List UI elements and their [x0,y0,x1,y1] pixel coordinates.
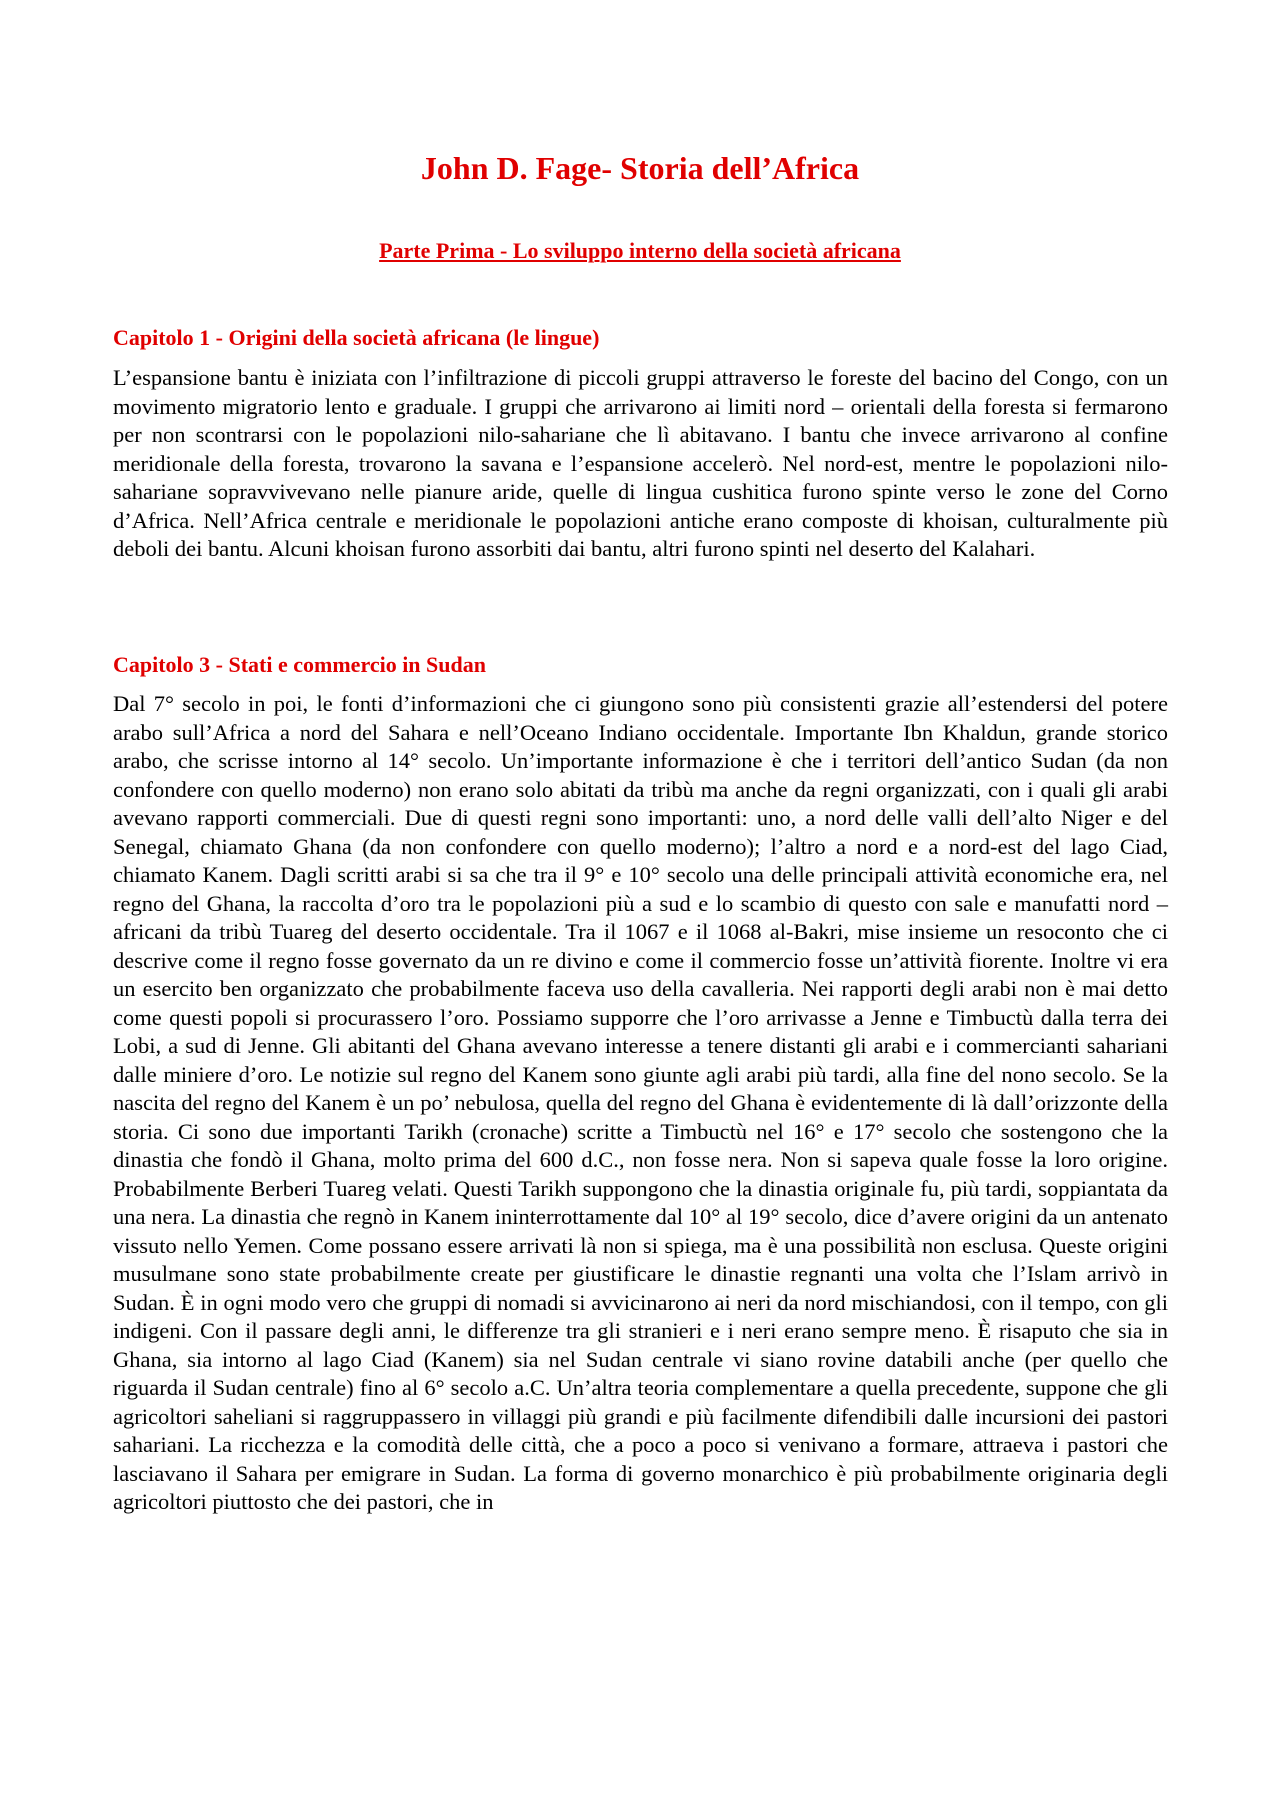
part-title: Parte Prima - Lo sviluppo interno della società africana [379,238,901,263]
chapter-3-paragraph: Dal 7° secolo in poi, le fonti d’informazioni che ci giungono sono più consistenti grazie all’estendersi del potere arabo sull’Africa a nord del Sahara e nell’Oceano Indiano occidentale. Importante Ibn Khaldun, grande storico arabo, che scrisse intorno al 14° secolo. Un’importante informazione è che i territori dell’antico Sudan (da non confondere con quello moderno) non erano solo abitati da tribù ma anche da regni organizzati, con i quali gli arabi avevano rapporti commerciali. Due di questi regni sono importanti: uno, a nord delle valli dell’alto Niger e del Senegal, chiamato Ghana (da non confondere con quello moderno); l’altro a nord e a nord-est del lago Ciad, chiamato Kanem. Dagli scritti arabi si sa che tra il 9° e 10° secolo una delle principali attività economiche era, nel regno del Ghana, la raccolta d’oro tra le popolazioni più a sud e lo scambio di questo con sale e manufatti nord – africani da tribù Tuareg del deserto occidentale. Tra il 1067 e il 1068 al-Bakri, mise insieme un resoconto che ci descrive come il regno fosse governato da un re divino e come il commercio fosse un’attività fiorente. Inoltre vi era un esercito ben organizzato che probabilmente faceva uso della cavalleria. Nei rapporti degli arabi non è mai detto come questi popoli si procurassero l’oro. Possiamo supporre che l’oro arrivasse a Jenne e Timbuctù dalla terra dei Lobi, a sud di Jenne. Gli abitanti del Ghana avevano interesse a tenere distanti gli arabi e i commercianti sahariani dalle miniere d’oro. Le notizie sul regno del Kanem sono giunte agli arabi più tardi, alla fine del nono secolo. Se la nascita del regno del Kanem è un po’ nebulosa, quella del regno del Ghana è evidentemente di là dall’orizzonte della storia. Ci sono due importanti Tarikh (cronache) scritte a Timbuctù nel 16° e 17° secolo che sostengono che la dinastia che fondò il Ghana, molto prima del 600 d.C., non fosse nera. Non si sapeva quale fosse la loro origine. Probabilmente Berberi Tuareg velati. Questi Tarikh suppongono che la dinastia originale fu, più tardi, soppiantata da una nera. La dinastia che regnò in Kanem ininterrottamente dal 10° al 19° secolo, dice d’avere origini da un antenato vissuto nello Yemen. Come possano essere arrivati là non si spiega, ma è una possibilità non esclusa. Queste origini musulmane sono state probabilmente create per giustificare le dinastie regnanti una volta che l’Islam arrivò in Sudan. È in ogni modo vero che gruppi di nomadi si avvicinarono ai neri da nord mischiandosi, con il tempo, con gli indigeni. Con il passare degli anni, le differenze tra gli stranieri e i neri erano sempre meno. È risaputo che sia in Ghana, sia intorno al lago Ciad (Kanem) sia nel Sudan centrale vi siano rovine databili anche (per quello che riguarda il Sudan centrale) fino al 6° secolo a.C. Un’altra teoria complementare a quella precedente, suppone che gli agricoltori saheliani si raggruppassero in villaggi più grandi e più facilmente difendibili dalle incursioni dei pastori sahariani. La ricchezza e la comodità delle città, che a poco a poco si venivano a formare, attraeva i pastori che lasciavano il Sahara per emigrare in Sudan. La forma di governo monarchico è più probabilmente originaria degli agricoltori piuttosto che dei pastori, che in [113,691,1168,1514]
chapter-3-heading: Capitolo 3 - Stati e commercio in Sudan [113,652,486,677]
document-title: John D. Fage- Storia dell’Africa [420,150,860,186]
chapter-1-heading: Capitolo 1 - Origini della società africana (le lingue) [113,325,600,350]
chapter-1-paragraph: L’espansione bantu è iniziata con l’infiltrazione di piccoli gruppi attraverso le foreste del bacino del Congo, con un movimento migratorio lento e graduale. I gruppi che arrivarono ai limiti nord – orientali della foresta si fermarono per non scontrarsi con le popolazioni nilo-sahariane che lì abitavano. I bantu che invece arrivarono al confine meridionale della foresta, trovarono la savana e l’espansione accelerò. Nel nord-est, mentre le popolazioni nilo-sahariane sopravvivevano nelle pianure aride, quelle di lingua cushitica furono spinte verso le zone del Corno d’Africa. Nell’Africa centrale e meridionale le popolazioni antiche erano composte di khoisan, culturalmente più deboli dei bantu. Alcuni khoisan furono assorbiti dai bantu, altri furono spinti nel deserto del Kalahari. [113,365,1168,561]
